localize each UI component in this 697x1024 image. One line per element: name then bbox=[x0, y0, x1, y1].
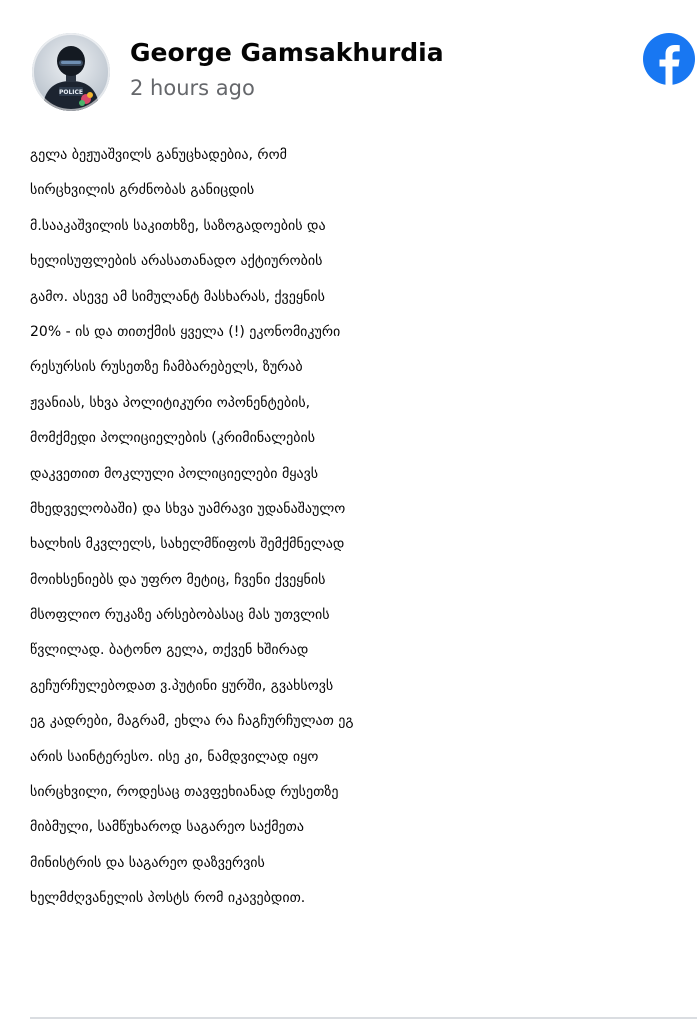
bottom-divider bbox=[30, 1017, 697, 1019]
avatar[interactable] bbox=[32, 33, 110, 111]
post-text-line: რესურსის რუსეთზე ჩამბარებელს, ზურაბ bbox=[30, 359, 303, 376]
post-text-line: მინისტრის და საგარეო დაზვერვის bbox=[30, 854, 265, 871]
svg-text:POLICE: POLICE bbox=[58, 89, 84, 96]
post-text-line: გამო. ასევე ამ სიმულანტ მასხარას, ქვეყნის bbox=[30, 288, 325, 305]
post-text-line: 20% - ის და თითქმის ყველა (!) ეკონომიკური bbox=[30, 323, 341, 340]
post-text-line: მომქმედი პოლიციელების (კრიმინალების bbox=[30, 430, 316, 447]
post-text-line: გელა ბეჟუაშვილს განუცხადებია, რომ bbox=[30, 147, 287, 163]
post-text-line: მხედველობაში) და სხვა უამრავი უდანაშაულო bbox=[30, 500, 346, 517]
avatar-police-figure-icon bbox=[32, 33, 110, 111]
post-text bbox=[30, 138, 692, 917]
post-text-line: სირცხვილის გრძნობას განიცდის bbox=[30, 182, 255, 199]
post-text-line: გეჩურჩულებოდათ ვ.პუტინი ყურში, გვახსოვს bbox=[30, 677, 334, 694]
post-text-line: წვლილად. ბატონო გელა, თქვენ ხშირად bbox=[30, 642, 309, 659]
post-text-line: მიბმული, სამწუხაროდ საგარეო საქმეთა bbox=[30, 819, 304, 836]
post-text-line: მ.სააკაშვილის საკითხზე, საზოგადოების და bbox=[30, 217, 326, 234]
post-timestamp[interactable]: 2 hours ago bbox=[130, 76, 255, 100]
facebook-logo-icon bbox=[643, 33, 695, 85]
author-name[interactable]: George Gamsakhurdia bbox=[130, 38, 444, 67]
post-text-line: მოიხსენიებს და უფრო მეტიც, ჩვენი ქვეყნის bbox=[30, 571, 326, 588]
post-text-line: არის საინტერესო. ისე კი, ნამდვილად იყო bbox=[30, 748, 319, 765]
post-text-line: ეგ კადრები, მაგრამ, ეხლა რა ჩაგჩურჩულათ ეგ bbox=[30, 713, 354, 730]
post-text-line: სირცხვილი, როდესაც თავფეხიანად რუსეთზე bbox=[30, 784, 339, 801]
post-text-line: ჟვანიას, სხვა პოლიტიკური ოპონენტების, bbox=[30, 394, 311, 411]
post-text-line: მსოფლიო რუკაზე არსებობასაც მას უთვლის bbox=[30, 607, 330, 624]
post-text-line: ხელისუფლების არასათანადო აქტიურობის bbox=[30, 253, 323, 270]
post-text-line: დაკვეთით მოკლული პოლიციელები მყავს bbox=[30, 465, 319, 482]
post-header bbox=[0, 0, 697, 130]
post-text-line: ხელმძღვანელის პოსტს რომ იკავებდით. bbox=[30, 890, 306, 907]
post-text-line: ხალხის მკვლელს, სახელმწიფოს შემქმნელად bbox=[30, 536, 345, 553]
